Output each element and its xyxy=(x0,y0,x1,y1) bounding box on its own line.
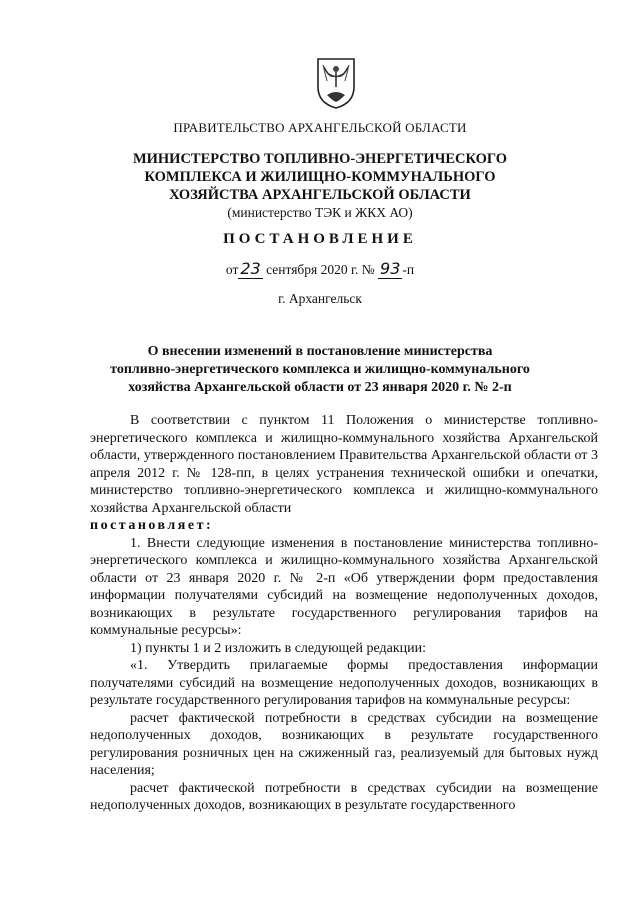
calc-2-paragraph: расчет фактической потребности в средствах субсидии на возмещение недополученных доходов, возникающих в результате государственного xyxy=(90,780,598,813)
government-name: ПРАВИТЕЛЬСТВО АРХАНГЕЛЬСКОЙ ОБЛАСТИ xyxy=(173,120,467,135)
intro-paragraph: В соответствии с пунктом 11 Положения о министерстве топливно-энергетического комплекса и жилищно-коммунального хозяйства Архангельской области, утвержденного постановлением Правительства Архангельской области от 3 апреля 2012 г. № 128-пп, в целях устранения технической ошибки и опечатки, министерство топливно-энергетического комплекса и жилищно-коммунального хозяйства Архангельской области xyxy=(90,413,598,516)
quote-1-paragraph: «1. Утвердить прилагаемые формы предоставления информации получателями субсидий на возмещение недополученных доходов, возникающих в результате государственного регулирования тарифов на коммунальные ресурсы: xyxy=(90,658,598,708)
sub-item-1-paragraph: 1) пункты 1 и 2 изложить в следующей редакции: xyxy=(130,640,427,656)
ministry-line: ХОЗЯЙСТВА АРХАНГЕЛЬСКОЙ ОБЛАСТИ xyxy=(169,187,471,203)
ministry-line: МИНИСТЕРСТВО ТОПЛИВНО-ЭНЕРГЕТИЧЕСКОГО xyxy=(132,151,508,167)
title-line: хозяйства Архангельской области от 23 января 2020 г. № 2-п xyxy=(128,380,512,395)
ministry-short-name: (министерство ТЭК и ЖКХ АО) xyxy=(227,205,413,220)
decree-title xyxy=(0,343,640,397)
title-line: топливно-энергетического комплекса и жилищно-коммунального xyxy=(110,362,530,377)
decree-number: 93 xyxy=(380,259,401,278)
decree-heading: ПОСТАНОВЛЕНИЕ xyxy=(223,231,417,247)
date-day: 23 xyxy=(240,259,261,278)
title-line: О внесении изменений в постановление министерства xyxy=(147,344,493,359)
ministry-name xyxy=(0,150,640,222)
date-prefix: от xyxy=(225,262,239,277)
resolves-word: постановляет: xyxy=(90,518,214,533)
decree-body xyxy=(90,412,598,815)
arkhangelsk-coat-of-arms-icon xyxy=(315,57,357,109)
date-rest: сентября 2020 г. № xyxy=(266,262,375,277)
item-1-paragraph: 1. Внести следующие изменения в постановление министерства топливно-энергетического комплекса и жилищно-коммунального хозяйства Архангельской области от 23 января 2020 г. № 2-п «Об утверждении форм предоставления информации получателями субсидий на возмещение недополученных доходов, возникающих в результате государственного регулирования тарифов на коммунальные ресурсы»: xyxy=(90,535,598,638)
calc-1-paragraph: расчет фактической потребности в средствах субсидии на возмещение недополученных доходов, возникающих в результате государственного регулирования розничных цен на сжиженный газ, реализуемый для бытовых нужд населения; xyxy=(90,710,598,778)
number-suffix: -п xyxy=(402,262,415,277)
decree-date-number xyxy=(0,259,640,278)
city: г. Архангельск xyxy=(278,291,362,306)
ministry-line: КОМПЛЕКСА И ЖИЛИЩНО-КОММУНАЛЬНОГО xyxy=(144,169,496,185)
